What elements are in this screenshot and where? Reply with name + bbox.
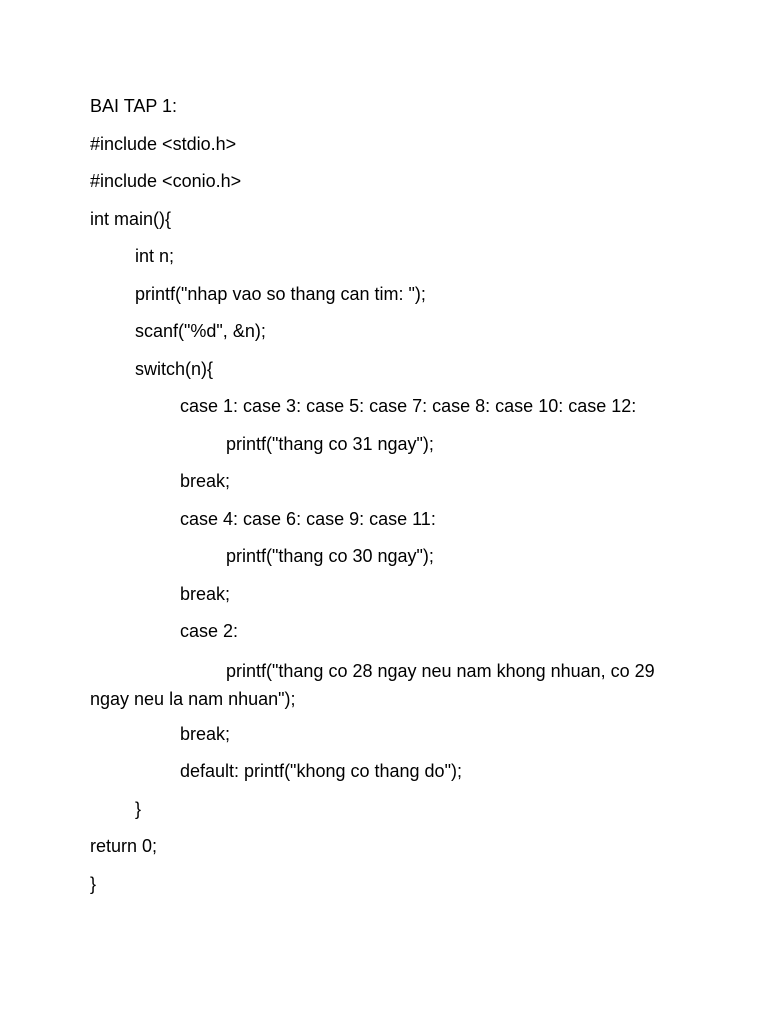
code-line: } [90,873,97,894]
code-line: printf("nhap vao so thang can tim: "); [135,283,426,304]
code-line: default: printf("khong co thang do"); [180,761,462,781]
code-line: scanf("%d", &n); [135,321,266,341]
code-line: case 4: case 6: case 9: case 11: [180,508,436,529]
code-line: break; [180,583,231,604]
code-line: printf("thang co 30 ngay"); [226,546,434,566]
code-line: return 0; [90,836,158,856]
code-line: } [135,798,142,819]
code-line: case 1: case 3: case 5: case 7: case 8: case 10: case 12: [180,396,637,416]
code-line: switch(n){ [135,358,214,379]
code-line: break; [180,723,231,744]
code-line: #include <conio.h> [90,171,242,191]
code-line: #include <stdio.h> [90,133,237,154]
code-line: case 2: [180,621,239,641]
code-line: printf("thang co 28 ngay neu nam khong nhuan, co 29 ngay neu la nam nhuan"); [90,660,655,709]
code-line: int n; [135,246,175,266]
exercise-title: BAI TAP 1: [90,96,178,116]
code-line: printf("thang co 31 ngay"); [226,433,434,454]
code-line: break; [180,471,231,491]
code-line: int main(){ [90,208,172,229]
code-listing [90,94,690,909]
